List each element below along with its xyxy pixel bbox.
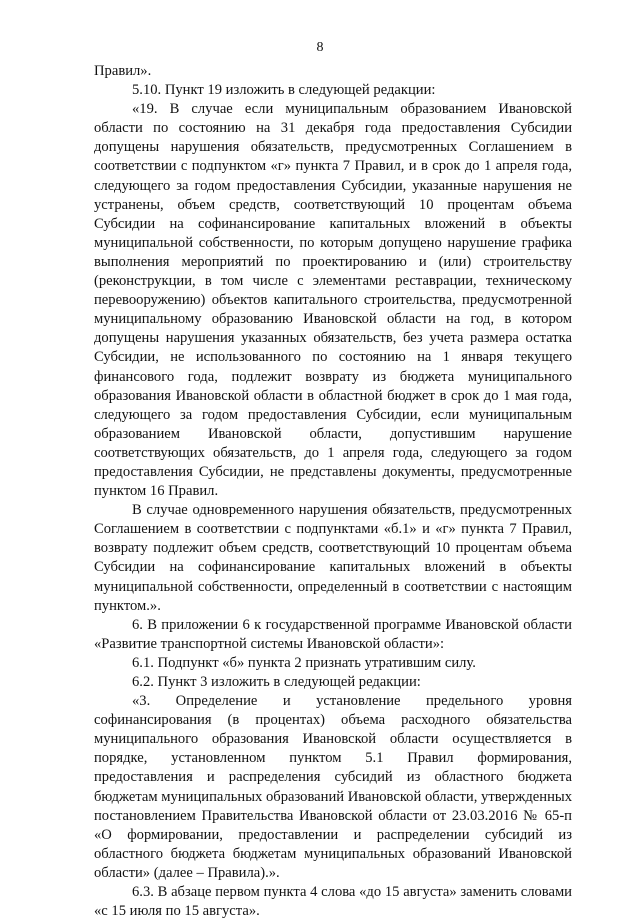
paragraph-6-3: 6.3. В абзаце первом пункта 4 слова «до 15 августа» заменить словами «с 15 июля по 15 августа». — [94, 884, 572, 920]
paragraph-6-2: 6.2. Пункт 3 изложить в следующей редакции: — [132, 674, 421, 690]
paragraph-item-19: «19. В случае если муниципальным образованием Ивановской области по состоянию на 31 декабря года предоставления Субсидии допущены нарушения обязательств, предусмотренных Соглашением в соответствии с подпунктом «г» пункта 7 Правил, и в срок до 1 апреля года, следующего за годом предоставления Субсидии, указанные нарушения не устранены, объем средств, соответствующий 10 процентам объема Субсидии на софинансирование капитальных вложений в объекты муниципальной собственности, по которым допущено нарушение графика выполнения мероприятий по проектированию и (или) строительству (реконструкции, в том числе с элементами реставрации, техническому перевооружению) объектов капитального строительства, предусмотренной муниципальному образованию Ивановской области на год, в котором допущены нарушения указанных обязательств, без учета размера остатка Субсидии, не использованного по состоянию на 1 января текущего финансового года, подлежит возврату из бюджета муниципального образования Ивановской области в областной бюджет в срок до 1 мая года, следующего за годом предоставления Субсидии, если муниципальным образованием Ивановской области, допустившим нарушение соответствующих обязательств, до 1 апреля года, следующего за годом предоставления Субсидии, не представлены документы, предусмотренные пунктом 16 Правил. — [94, 101, 572, 500]
paragraph-6-1: 6.1. Подпункт «б» пункта 2 признать утратившим силу. — [132, 654, 476, 671]
paragraph-simultaneous-violation: В случае одновременного нарушения обязательств, предусмотренных Соглашением в соответствии с подпунктами «б.1» и «г» пункта 7 Правил, возврату подлежит объем средств, соответствующий 10 процентам объема Субсидии на софинансирование капитальных вложений в объекты муниципальной собственности, определенный в соответствии с настоящим пунктом.». — [94, 502, 572, 614]
paragraph-6: 6. В приложении 6 к государственной программе Ивановской области «Развитие транспортной системы Ивановской области»: — [94, 616, 572, 652]
paragraph-rules-closing: Правил». — [94, 63, 152, 79]
paragraph-5-10: 5.10. Пункт 19 изложить в следующей редакции: — [132, 82, 436, 99]
paragraph-item-3: «3. Определение и установление предельного уровня софинансирования (в процентах) объема расходного обязательства муниципального образования Ивановской области осуществляется в порядке, установленном пунктом 5.1 Правил формирования, предоставления и распределения субсидий из областного бюджета бюджетам муниципальных образований Ивановской области, утвержденных постановлением Правительства Ивановской области от 23.03.2016 № 65-п «О формировании, предоставлении и распределении субсидий из областного бюджета бюджетам муниципальных образований Ивановской области» (далее – Правила).». — [94, 693, 572, 881]
page-number: 8 — [316, 40, 324, 55]
document-body — [94, 62, 572, 921]
